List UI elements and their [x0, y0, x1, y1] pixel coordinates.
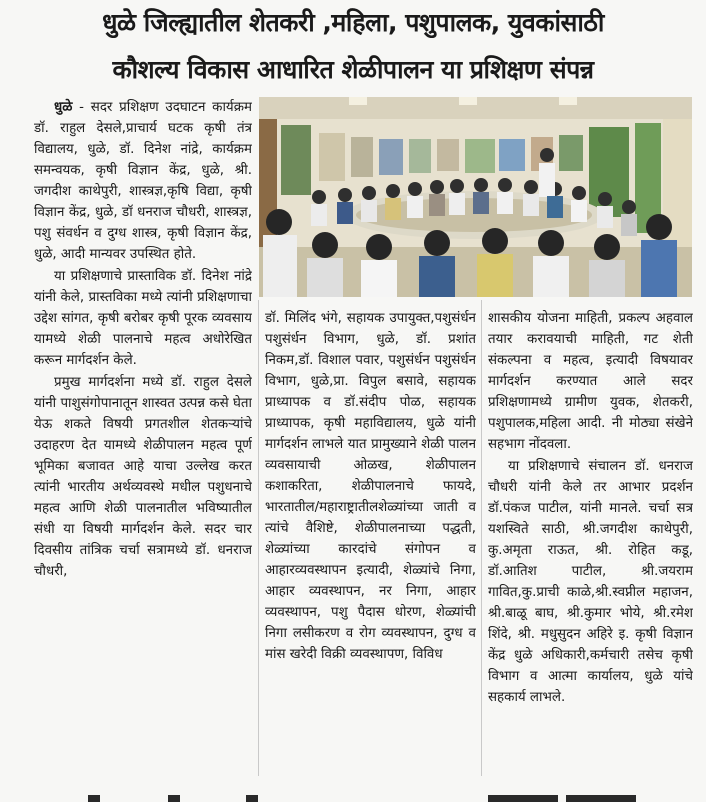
- article-text: - सदर प्रशिक्षण उदघाटन कार्यक्रम डॉ. राहुल देसले,प्राचार्य घटक कृषी तंत्र विद्यालय, धुळे, डॉ. दिनेश नांद्रे, कार्यक्रम समन्वयक, कृषी विज्ञान केंद्र, धुळे, श्री. जगदीश काथेपुरी, शास्त्रज्ञ,कृषि विद्या, कृषी विज्ञान केंद्र, धुळे, डॉ धनराज चौधरी, शास्त्रज्ञ, पशु संवर्धन व दुग्ध शास्त्र, कृषी विज्ञान केंद्र, धुळे, आदी मान्यवर उपस्थित होते.: [34, 100, 252, 262]
- next-article-cutoff: [0, 788, 706, 802]
- training-session-photo: [259, 97, 692, 297]
- article-paragraph: [34, 97, 252, 265]
- article-paragraph: शासकीय योजना माहिती, प्रकल्प अहवाल तयार करावयाची माहिती, गट शेती संकल्पना व महत्व, इत्यादी विषयावर मार्गदर्शन करण्यात आले सदर प्रशिक्षणामध्ये ग्रामीण युवक, शेतकरी, पशुपालक,महिला आदी. नी मोठ्या संखेने सहभाग नोंदवला.: [488, 311, 693, 452]
- column-divider: [258, 300, 259, 776]
- article-paragraph: प्रमुख मार्गदर्शना मध्ये डॉ. राहुल देसले यांनी पाशुसंगोपानातून शास्वत उत्पन्न कसे घेता येऊ शकते विषयी प्रगतशील शेतकऱ्यांचे उदाहरण देत यामध्ये शेळीपालन महत्व पूर्ण भूमिका बजावत आहे याचा उल्लेख करत त्यांनी भारतीय अर्थव्यवस्थे मधील पशुधनाचे महत्व आणि शेळी पालनातील भविष्यातील संधी या विषयी मार्गदर्शन केले. सदर चार दिवसीय तांत्रिक चर्चा सत्रामध्ये डॉ. धनराज चौधरी,: [34, 375, 252, 579]
- dateline: धुळे: [54, 100, 73, 115]
- headline-line-1: धुळे जिल्ह्यातील शेतकरी ,महिला, पशुपालक, युवकांसाठी: [102, 8, 604, 37]
- article-paragraph: या प्रशिक्षणाचे संचालन डॉ. धनराज चौधरी यांनी केले तर आभार प्रदर्शन डॉ.पंकज पाटील, यांनी मानले. चर्चा सत्र यशस्विते साठी, श्री.जगदीश काथेपुरी, कु.अमृता राऊत, श्री. रोहित कडू, डॉ.आतिश पाटील, श्री.जयराम गावित,कु.प्राची काळे,श्री.स्वप्नील महाजन, श्री.बाळू बाघ, श्री.कुमार भोये, श्री.रमेश शिंदे, श्री. मधुसुदन अहिरे इ. कृषी विज्ञान केंद्र धुळे अधिकारी,कर्मचारी तसेच कृषी विभाग व आत्मा कार्यालय, धुळे यांचे सहकार्य लाभले.: [488, 459, 693, 705]
- article-paragraph: डॉ. मिलिंद भंगे, सहायक उपायुक्त,पशुसंर्धन पशुसंर्धन विभाग, धुळे, डॉ. प्रशांत निकम,डॉ. विशाल पवार, पशुसंर्धन पशुसंर्धन विभाग, धुळे,प्रा. विपुल बसावे, सहायक प्राध्यापक व डॉ.संदीप पोळ, सहायक प्राध्यापक, कृषी महाविद्यालय, धुळे यांनी मार्गदर्शन लाभले यात प्रामुख्याने शेळी पालन व्यवसायाची ओळख, शेळीपालन कशाकरिता, शेळीपालनाचे फायदे, भारतातील/महाराष्ट्रातीलशेळ्यांच्या जाती व त्यांचे वैशिष्टे, शेळीपालनाच्या पद्धती, शेळ्यांच्या कारदांचे संगोपन व आहारव्यवस्थापन इत्यादी, शेळ्यांचे निगा, आहार व्यवस्थापन, नर निगा, आहार व्यवस्थापन, पशु पैदास धोरण, शेळ्यांची निगा लसीकरण व रोग व्यवस्थापन, दुग्ध व मांस खरेदी विक्री व्यवस्थापण, विविध: [265, 311, 476, 662]
- headline-line-2: कौशल्य विकास आधारित शेळीपालन या प्रशिक्षण संपन्न: [112, 55, 594, 84]
- article-paragraph: या प्रशिक्षणाचे प्रास्ताविक डॉ. दिनेश नांद्रे यांनी केले, प्रास्तविका मध्ये त्यांनी प्रशिक्षणाचा उद्देश सांगत, कृषी बरोबर कृषी पूरक व्यवसाय यामध्ये शेळी पालनाचे महत्व अधोरेखित करून मार्गदर्शन केले.: [34, 269, 252, 368]
- article-column-2: [265, 308, 476, 782]
- article-column-3: [488, 308, 693, 782]
- column-divider: [481, 300, 482, 776]
- article-column-1: [34, 97, 252, 782]
